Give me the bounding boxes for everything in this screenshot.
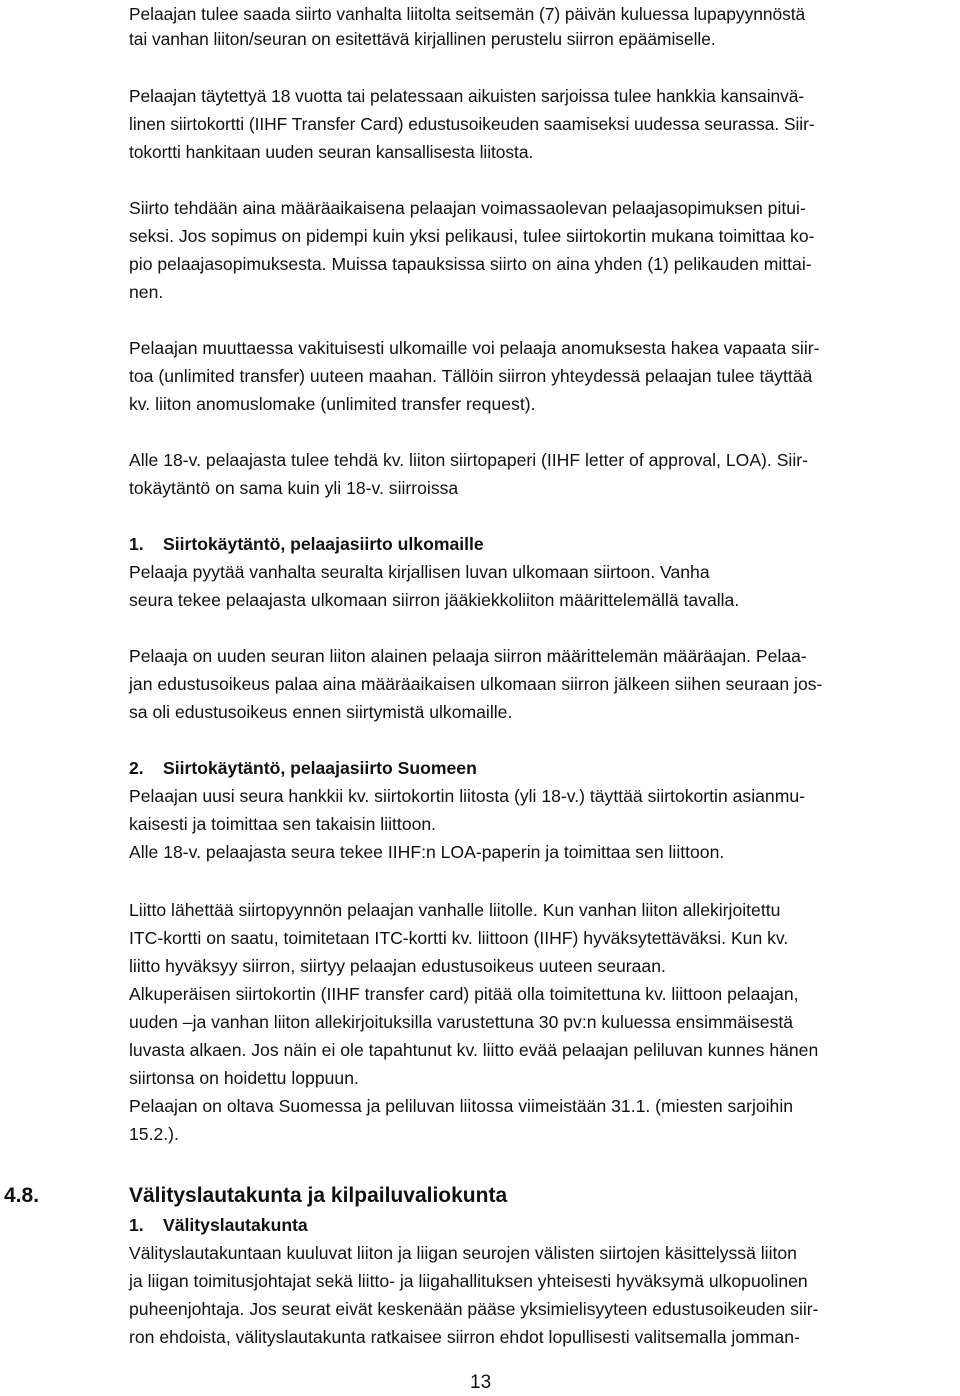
paragraph-line: tokortti hankitaan uuden seuran kansallisesta liitosta. (129, 142, 534, 162)
paragraph-line: nen. (129, 282, 164, 302)
paragraph-line: luvasta alkaen. Jos näin ei ole tapahtunut kv. liitto evää pelaajan peliluvan kunnes hänen (129, 1040, 819, 1060)
paragraph-line: Pelaaja pyytää vanhalta seuralta kirjallisen luvan ulkomaan siirtoon. Vanha (129, 562, 710, 582)
paragraph-line: ron ehdoista, välityslautakunta ratkaisee siirron ehdot lopullisesti valitsemalla jomman- (129, 1327, 800, 1347)
page-number: 13 (470, 1372, 492, 1393)
paragraph-line: seksi. Jos sopimus on pidempi kuin yksi pelikausi, tulee siirtokortin mukana toimittaa ko- (129, 226, 815, 246)
paragraph-line: Siirto tehdään aina määräaikaisena pelaajan voimassaolevan pelaajasopimuksen pitui- (129, 198, 806, 218)
paragraph-line: liitto hyväksyy siirron, siirtyy pelaajan edustusoikeus uuteen seuraan. (129, 956, 666, 976)
subsection-number: 1. (129, 534, 144, 554)
paragraph-line: uuden –ja vanhan liiton allekirjoituksilla varustettuna 30 pv:n kuluessa ensimmäisestä (129, 1012, 794, 1032)
paragraph-line: toa (unlimited transfer) uuteen maahan. Tällöin siirron yhteydessä pelaajan tulee täyttää (129, 366, 813, 386)
paragraph-line: Alle 18-v. pelaajasta tulee tehdä kv. liiton siirtopaperi (IIHF letter of approval, LOA). Siir- (129, 450, 808, 470)
subsection-number: 1. (129, 1215, 144, 1235)
subsection-number: 2. (129, 758, 144, 778)
paragraph-line: pio pelaajasopimuksesta. Muissa tapauksissa siirto on aina yhden (1) pelikauden mittai- (129, 254, 812, 274)
paragraph-line: tokäytäntö on sama kuin yli 18-v. siirroissa (129, 478, 459, 498)
paragraph-line: ITC-kortti on saatu, toimitetaan ITC-kortti kv. liittoon (IIHF) hyväksytettäväksi. Kun kv. (129, 928, 789, 948)
paragraph-line: kv. liiton anomuslomake (unlimited transfer request). (129, 394, 536, 414)
section-title: Välityslautakunta ja kilpailuvaliokunta (129, 1184, 508, 1207)
paragraph-line: siirtonsa on hoidettu loppuun. (129, 1068, 359, 1088)
paragraph-line: Pelaajan tulee saada siirto vanhalta liitolta seitsemän (7) päivän kuluessa lupapyynnöstä (129, 4, 806, 24)
section-number: 4.8. (4, 1184, 40, 1207)
subsection-title: Välityslautakunta (163, 1215, 308, 1235)
paragraph-line: Liitto lähettää siirtopyynnön pelaajan vanhalle liitolle. Kun vanhan liiton allekirjoitettu (129, 900, 781, 920)
paragraph-line: kaisesti ja toimittaa sen takaisin liittoon. (129, 814, 437, 834)
paragraph-line: 15.2.). (129, 1124, 179, 1144)
paragraph-line: seura tekee pelaajasta ulkomaan siirron jääkiekkoliiton määrittelemällä tavalla. (129, 590, 740, 610)
paragraph-line: Pelaajan täytettyä 18 vuotta tai pelatessaan aikuisten sarjoissa tulee hankkia kansainvä- (129, 86, 805, 106)
subsection-title: Siirtokäytäntö, pelaajasiirto ulkomaille (163, 534, 484, 554)
paragraph-line: Pelaajan on oltava Suomessa ja peliluvan liitossa viimeistään 31.1. (miesten sarjoihin (129, 1096, 794, 1116)
subsection-title: Siirtokäytäntö, pelaajasiirto Suomeen (163, 758, 477, 778)
paragraph-line: linen siirtokortti (IIHF Transfer Card) edustusoikeuden saamiseksi uudessa seurassa. Siir- (129, 114, 815, 134)
paragraph-line: Välityslautakuntaan kuuluvat liiton ja liigan seurojen välisten siirtojen käsittelyssä liiton (129, 1243, 797, 1263)
paragraph-line: Alkuperäisen siirtokortin (IIHF transfer card) pitää olla toimitettuna kv. liittoon pelaajan, (129, 984, 799, 1004)
paragraph-line: Pelaaja on uuden seuran liiton alainen pelaaja siirron määrittelemän määräajan. Pelaa- (129, 646, 807, 666)
paragraph-line: jan edustusoikeus palaa aina määräaikaisen ulkomaan siirron jälkeen siihen seuraan jos- (129, 674, 823, 694)
paragraph-line: Pelaajan uusi seura hankkii kv. siirtokortin liitosta (yli 18-v.) täyttää siirtokortin asianmu- (129, 786, 805, 806)
paragraph-line: Alle 18-v. pelaajasta seura tekee IIHF:n LOA-paperin ja toimittaa sen liittoon. (129, 842, 725, 862)
paragraph-line: Pelaajan muuttaessa vakituisesti ulkomaille voi pelaaja anomuksesta hakea vapaata siir- (129, 338, 820, 358)
paragraph-line: tai vanhan liiton/seuran on esitettävä kirjallinen perustelu siirron epäämiselle. (129, 29, 716, 49)
paragraph-line: puheenjohtaja. Jos seurat eivät keskenään pääse yksimielisyyteen edustusoikeuden siir- (129, 1299, 819, 1319)
paragraph-line: sa oli edustusoikeus ennen siirtymistä ulkomaille. (129, 702, 513, 722)
paragraph-line: ja liigan toimitusjohtajat sekä liitto- ja liigahallituksen yhteisesti hyväksymä ulkopuolinen (129, 1271, 808, 1291)
